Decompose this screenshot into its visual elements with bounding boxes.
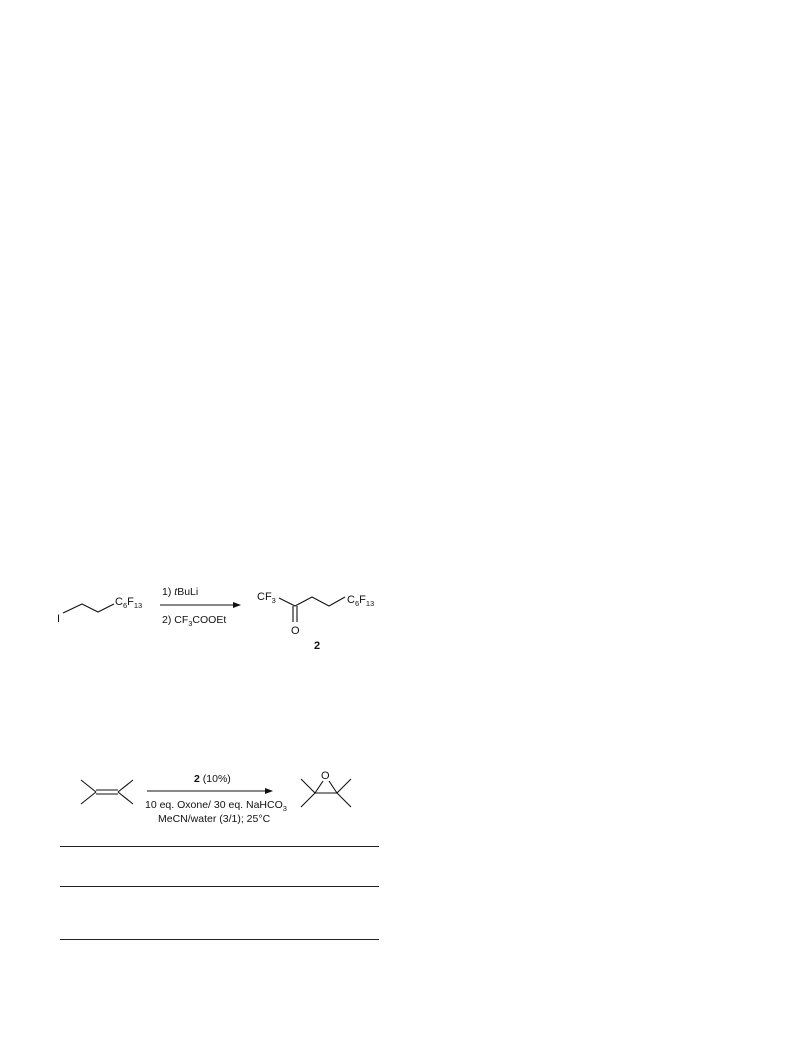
iodine-atom-label: I	[57, 613, 61, 625]
carbonyl-oxygen-label: O	[291, 625, 300, 637]
scheme-1-synthesis-of-ketone-2	[57, 586, 374, 652]
alkene-methyl-bond-3	[118, 780, 133, 792]
reagent-step-1: 1) tBuLi	[162, 586, 199, 598]
reactant-tetramethylethylene	[81, 780, 133, 804]
conditions-line-2: MeCN/water (3/1); 25°C	[158, 813, 271, 825]
product-ketone-2	[257, 591, 374, 652]
table-header-rule	[60, 886, 379, 887]
alkene-methyl-bond-2	[81, 792, 96, 804]
catalyst-loading: 2 (10%)	[194, 773, 231, 785]
reaction-arrow-2	[145, 773, 287, 825]
epoxide-methyl-bond-3	[337, 779, 351, 793]
reaction-arrow-1	[160, 586, 240, 628]
reactant-iodoalkane	[57, 596, 142, 625]
epoxide-methyl-bond-1	[301, 779, 315, 793]
alkene-methyl-bond-4	[118, 792, 133, 804]
epoxide-oxygen-label: O	[321, 770, 330, 782]
compound-number-2: 2	[314, 640, 321, 652]
product-epoxide	[301, 770, 351, 807]
product-chain-bonds	[279, 597, 345, 606]
epoxide-methyl-bond-4	[337, 793, 351, 807]
reactant-chain-bonds	[63, 604, 114, 613]
product-cf3-label: $CF_3$	[257, 591, 276, 605]
product-c6f13-label: $C_6F_{13}$	[347, 594, 375, 608]
reagent-step-2: 2) $CF_3COOEt$	[162, 614, 227, 628]
alkene-methyl-bond-1	[81, 780, 96, 792]
epoxide-co-bond-1	[315, 781, 323, 793]
epoxide-co-bond-2	[329, 781, 337, 793]
reactant-c6f13-label: $C_6F_{13}$	[115, 596, 143, 610]
conditions-line-1: 10 eq. Oxone/ 30 eq. NaHCO$_3$	[145, 799, 287, 813]
epoxide-methyl-bond-2	[301, 793, 315, 807]
table-top-rule	[60, 846, 379, 847]
scheme-2-epoxidation	[81, 770, 351, 825]
table-bottom-rule	[60, 939, 379, 940]
